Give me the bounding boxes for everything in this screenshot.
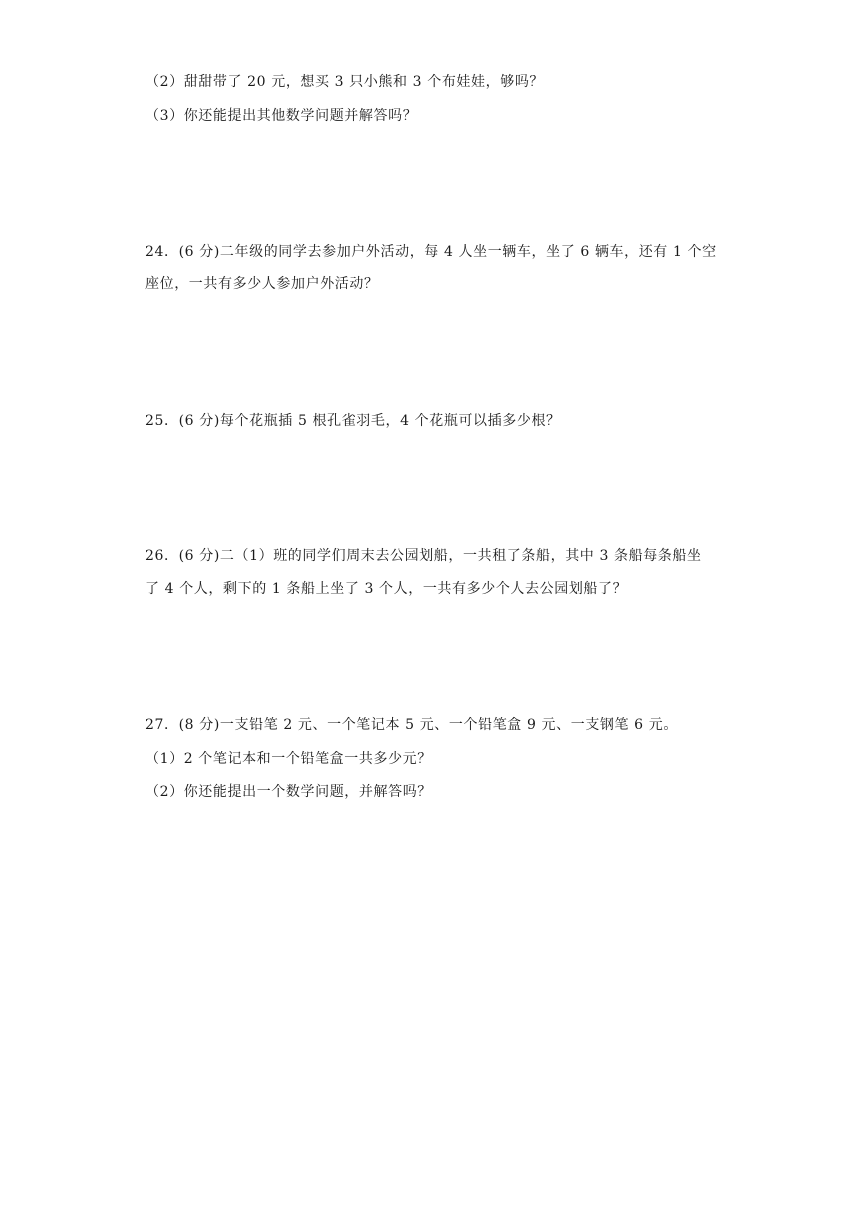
q27-part1-text: （1）2 个笔记本和一个铅笔盒一共多少元？ [145,751,432,767]
q24-text-line2: 座位，一共有多少人参加户外活动？ [145,276,379,292]
q27-part2-text: （2）你还能提出一个数学问题，并解答吗？ [145,784,432,800]
q26-text-line1: 26．(6 分)二（1）班的同学们周末去公园划船，一共租了条船，其中 3 条船每条船坐 [145,548,702,564]
q26-text-line2: 了 4 个人，剩下的 1 条船上坐了 3 个人，一共有多少个人去公园划船了？ [145,581,628,597]
q23-part2-text: （2）甜甜带了 20 元，想买 3 只小熊和 3 个布娃娃，够吗？ [145,74,545,90]
q23-part3-text: （3）你还能提出其他数学问题并解答吗？ [145,108,418,124]
q25-text: 25．(6 分)每个花瓶插 5 根孔雀羽毛，4 个花瓶可以插多少根？ [145,413,561,429]
q27-text: 27．(8 分)一支铅笔 2 元、一个笔记本 5 元、一个铅笔盒 9 元、一支钢笔 6 元。 [145,717,678,733]
q24-text-line1: 24．(6 分)二年级的同学去参加户外活动，每 4 人坐一辆车，坐了 6 辆车，还有 1 个空 [145,244,717,260]
